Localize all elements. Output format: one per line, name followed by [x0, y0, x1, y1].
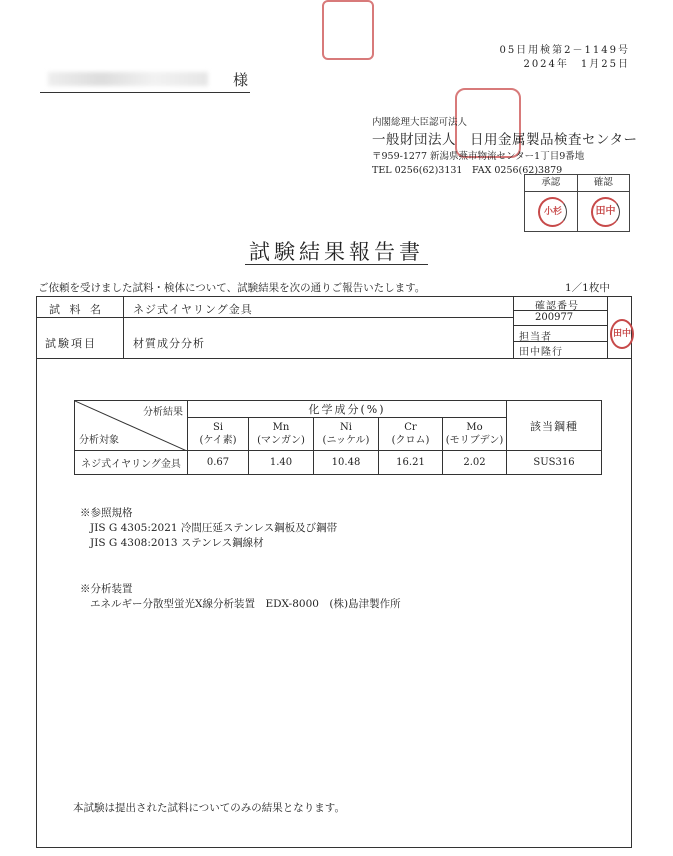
element-symbol: Mn — [272, 422, 290, 433]
conf-divider-2 — [513, 325, 607, 326]
page-title — [0, 236, 673, 266]
confirmation-number-value: 200977 — [535, 312, 574, 323]
element-mn-header — [249, 418, 314, 451]
report-frame — [36, 296, 632, 848]
element-mo-header — [443, 418, 507, 451]
row-divider — [37, 317, 513, 318]
honorific: 様 — [232, 71, 248, 89]
chemical-composition-header: 化学成分(%) — [188, 401, 507, 418]
sample-name-label: 試 料 名 — [49, 303, 104, 316]
issuer-authorization: 内閣総理大臣認可法人 — [372, 117, 468, 128]
element-symbol: Ni — [340, 422, 352, 433]
doc-number-block — [499, 44, 630, 72]
confirmation-seal: 田中 — [591, 197, 620, 227]
element-symbol: Mo — [466, 422, 483, 433]
equipment-item: エネルギー分散型蛍光X線分析装置 EDX-8000 (株)島津製作所 — [90, 598, 401, 610]
approval-seal: 小杉 — [538, 197, 567, 227]
test-item-label: 試験項目 — [45, 337, 97, 350]
issuer-name: 一般財団法人 日用金属製品検査センター — [372, 132, 638, 148]
doc-date: 2024年 1月25日 — [523, 59, 630, 70]
equipment-heading: ※分析装置 — [80, 583, 133, 595]
element-name: (ニッケル) — [322, 435, 370, 446]
confirmation-seal-cell — [578, 192, 630, 231]
corner-cell — [75, 401, 188, 451]
approval-header: 承認 — [525, 175, 578, 191]
corner-bottom-label: 分析対象 — [79, 435, 119, 446]
title-text: 試験結果報告書 — [245, 240, 428, 265]
element-si-header — [188, 418, 249, 451]
approval-box — [524, 174, 630, 232]
element-cr-header — [379, 418, 443, 451]
value-cr: 16.21 — [379, 451, 443, 475]
company-seal-stamp-top — [322, 0, 374, 60]
person-in-charge-value: 田中隆行 — [519, 347, 563, 358]
element-name: (マンガン) — [257, 435, 305, 446]
confirmation-header: 確認 — [593, 177, 613, 188]
right-column-divider — [513, 297, 514, 358]
value-ni: 10.48 — [314, 451, 379, 475]
issuer-address: 〒959-1277 新潟県燕市物流センター1丁目9番地 — [372, 151, 585, 162]
person-seal: 田中 — [610, 319, 634, 349]
redacted-recipient-name — [48, 72, 208, 86]
test-item-value: 材質成分分析 — [133, 337, 205, 350]
label-column-divider — [123, 297, 124, 358]
header-bottom-divider — [37, 358, 631, 359]
seal-column-divider — [607, 297, 608, 358]
element-symbol: Si — [212, 422, 224, 433]
sample-name-value: ネジ式イヤリング金具 — [133, 303, 253, 316]
steel-grade-header: 該当鋼種 — [507, 401, 602, 451]
element-name: (クロム) — [391, 435, 430, 446]
element-name: (ケイ素) — [199, 435, 237, 446]
confirmation-number-label: 確認番号 — [535, 301, 579, 312]
results-table — [74, 400, 602, 475]
element-name: (モリブデン) — [445, 435, 504, 446]
element-symbol: Cr — [404, 422, 417, 433]
reference-item: JIS G 4308:2013 ステンレス鋼線材 — [90, 537, 264, 549]
reference-item: JIS G 4305:2021 冷間圧延ステンレス鋼板及び鋼帯 — [90, 522, 338, 534]
value-si: 0.67 — [188, 451, 249, 475]
table-row-label: ネジ式イヤリング金具 — [75, 451, 188, 475]
value-mn: 1.40 — [249, 451, 314, 475]
corner-top-label: 分析結果 — [143, 407, 183, 418]
intro-text: ご依頼を受けました試料・検体について、試験結果を次の通りご報告いたします。 — [38, 282, 426, 294]
issuer-contact: TEL 0256(62)3131 FAX 0256(62)3879 — [372, 165, 563, 176]
references-heading: ※参照規格 — [80, 507, 133, 519]
element-ni-header — [314, 418, 379, 451]
footer-note: 本試験は提出された試料についてのみの結果となります。 — [73, 802, 345, 814]
page-count: 1／1枚中 — [565, 282, 610, 294]
doc-number: 05日用検第2－1149号 — [499, 45, 630, 56]
approval-seal-cell — [525, 192, 578, 231]
person-in-charge-label: 担当者 — [519, 332, 552, 343]
steel-grade-value: SUS316 — [507, 451, 602, 475]
value-mo: 2.02 — [443, 451, 507, 475]
recipient-line — [40, 68, 250, 93]
